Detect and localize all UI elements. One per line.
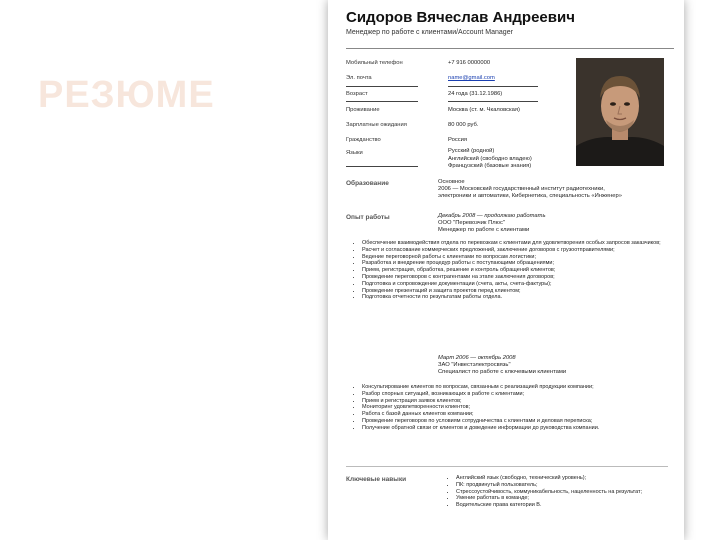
job-company: ЗАО "Инвестэлектросвязь" (438, 362, 511, 368)
field-value-salary: 80 000 руб. (448, 122, 479, 128)
label-underline (346, 86, 418, 87)
label-underline (346, 166, 418, 167)
list-item: • ПК: продвинутый пользователь; (456, 482, 682, 489)
list-item: • Водительские права категории В. (456, 502, 682, 509)
job-1-duties (350, 240, 684, 301)
label-underline (346, 101, 418, 102)
list-item: • Подготовка и сопровождение документации (счета, акты, счета-фактуры); (362, 281, 684, 288)
field-value-email[interactable]: name@gmail.com (448, 75, 495, 81)
list-item: • Английский язык (свободно, технический уровень); (456, 475, 682, 482)
list-item: • Прием, регистрация, обработка, решение и контроль обращений клиентов; (362, 267, 684, 274)
field-label-age: Возраст (346, 91, 368, 97)
field-label-salary: Зарплатные ожидания (346, 122, 407, 128)
resume-sheet (328, 0, 684, 540)
field-value-language: Русский (родной) (448, 148, 495, 154)
value-underline (448, 101, 538, 102)
job-role: Специалист по работе с ключевыми клиентами (438, 369, 567, 375)
list-item: • Проведение переговоров с контрагентами на этапе заключения договоров; (362, 274, 684, 281)
field-label-residence: Проживание (346, 107, 380, 113)
list-item: • Разбор спорных ситуаций, возникающих в работе с клиентами; (362, 391, 684, 398)
list-item: • Подготовка отчетности по результатам работы отдела. (362, 294, 684, 301)
education-line: Основное (438, 179, 465, 185)
field-value-language: Английский (свободно владею) (448, 155, 532, 162)
list-item: • Получение обратной связи от клиентов и доведение информации до руководства компании. (362, 425, 684, 432)
field-label-email: Эл. почта (346, 75, 372, 81)
list-item: • Проведение переговоров по условиям сотрудничества с клиентами и деловая переписка; (362, 418, 684, 425)
field-value-age: 24 года (31.12.1986) (448, 91, 503, 97)
field-label-phone: Мобильный телефон (346, 60, 403, 66)
list-item: • Проведение презентаций и защита проектов перед клиентом; (362, 288, 684, 295)
resume-position: Менеджер по работе с клиентами/Account Manager (346, 29, 513, 36)
job-2-duties (350, 384, 684, 432)
field-value-citizenship: Россия (448, 137, 468, 143)
section-label-experience: Опыт работы (346, 214, 390, 221)
job-company: ООО "Перевозчик Плюс" (438, 220, 505, 226)
job-role: Менеджер по работе с клиентами (438, 227, 530, 233)
value-underline (448, 86, 538, 87)
list-item: • Стрессоустойчивость, коммуникабельность, нацеленность на результат; (456, 489, 682, 496)
field-label-citizenship: Гражданство (346, 137, 381, 143)
header-divider (346, 48, 674, 49)
list-item: • Консультирование клиентов по вопросам, связанным с реализацией продукции компании; (362, 384, 684, 391)
section-label-skills: Ключевые навыки (346, 476, 407, 483)
list-item: • Разработка и внедрение процедур работы с поступающими обращениями; (362, 260, 684, 267)
portrait-photo (576, 58, 664, 166)
field-value-phone: +7 916 0000000 (448, 60, 491, 66)
list-item: • Умение работать в команде; (456, 495, 682, 502)
list-item: • Расчет и согласование коммерческих предложений, заключение договоров с грузоотправителями; (362, 247, 684, 254)
job-1-header (438, 213, 546, 234)
education-line: электроники и автоматики, Кибернетика, специальность «Инженер» (438, 193, 622, 199)
field-value-residence: Москва (ст. м. Чкаловская) (448, 107, 520, 113)
section-divider (346, 466, 668, 467)
resume-name: Сидоров Вячеслав Андреевич (346, 9, 575, 26)
skills-list (444, 475, 682, 509)
education-line: 2006 — Московский государственный институт радиотехники, (438, 186, 605, 192)
portrait-icon (576, 58, 664, 166)
job-period: Март 2006 — октябрь 2008 (438, 355, 516, 361)
field-value-language: Французский (базовые знания) (448, 163, 532, 169)
section-label-education: Образование (346, 180, 389, 187)
list-item: • Обеспечение взаимодействия отдела по перевозкам с клиентами для удовлетворения особых запросов заказчиков; (362, 240, 684, 247)
education-text (438, 179, 622, 200)
list-item: • Работа с базой данных клиентов компании; (362, 411, 684, 418)
list-item: • Прием и регистрация заявок клиентов; (362, 398, 684, 405)
list-item: • Ведение переговорной работы с клиентами по вопросам логистики; (362, 254, 684, 261)
field-label-languages: Языки (346, 150, 363, 156)
slide-title: РЕЗЮМЕ (38, 74, 215, 116)
list-item: • Мониторинг удовлетворенности клиентов; (362, 404, 684, 411)
job-2-header (438, 355, 566, 376)
job-period: Декабрь 2008 — продолжаю работать (438, 213, 546, 219)
